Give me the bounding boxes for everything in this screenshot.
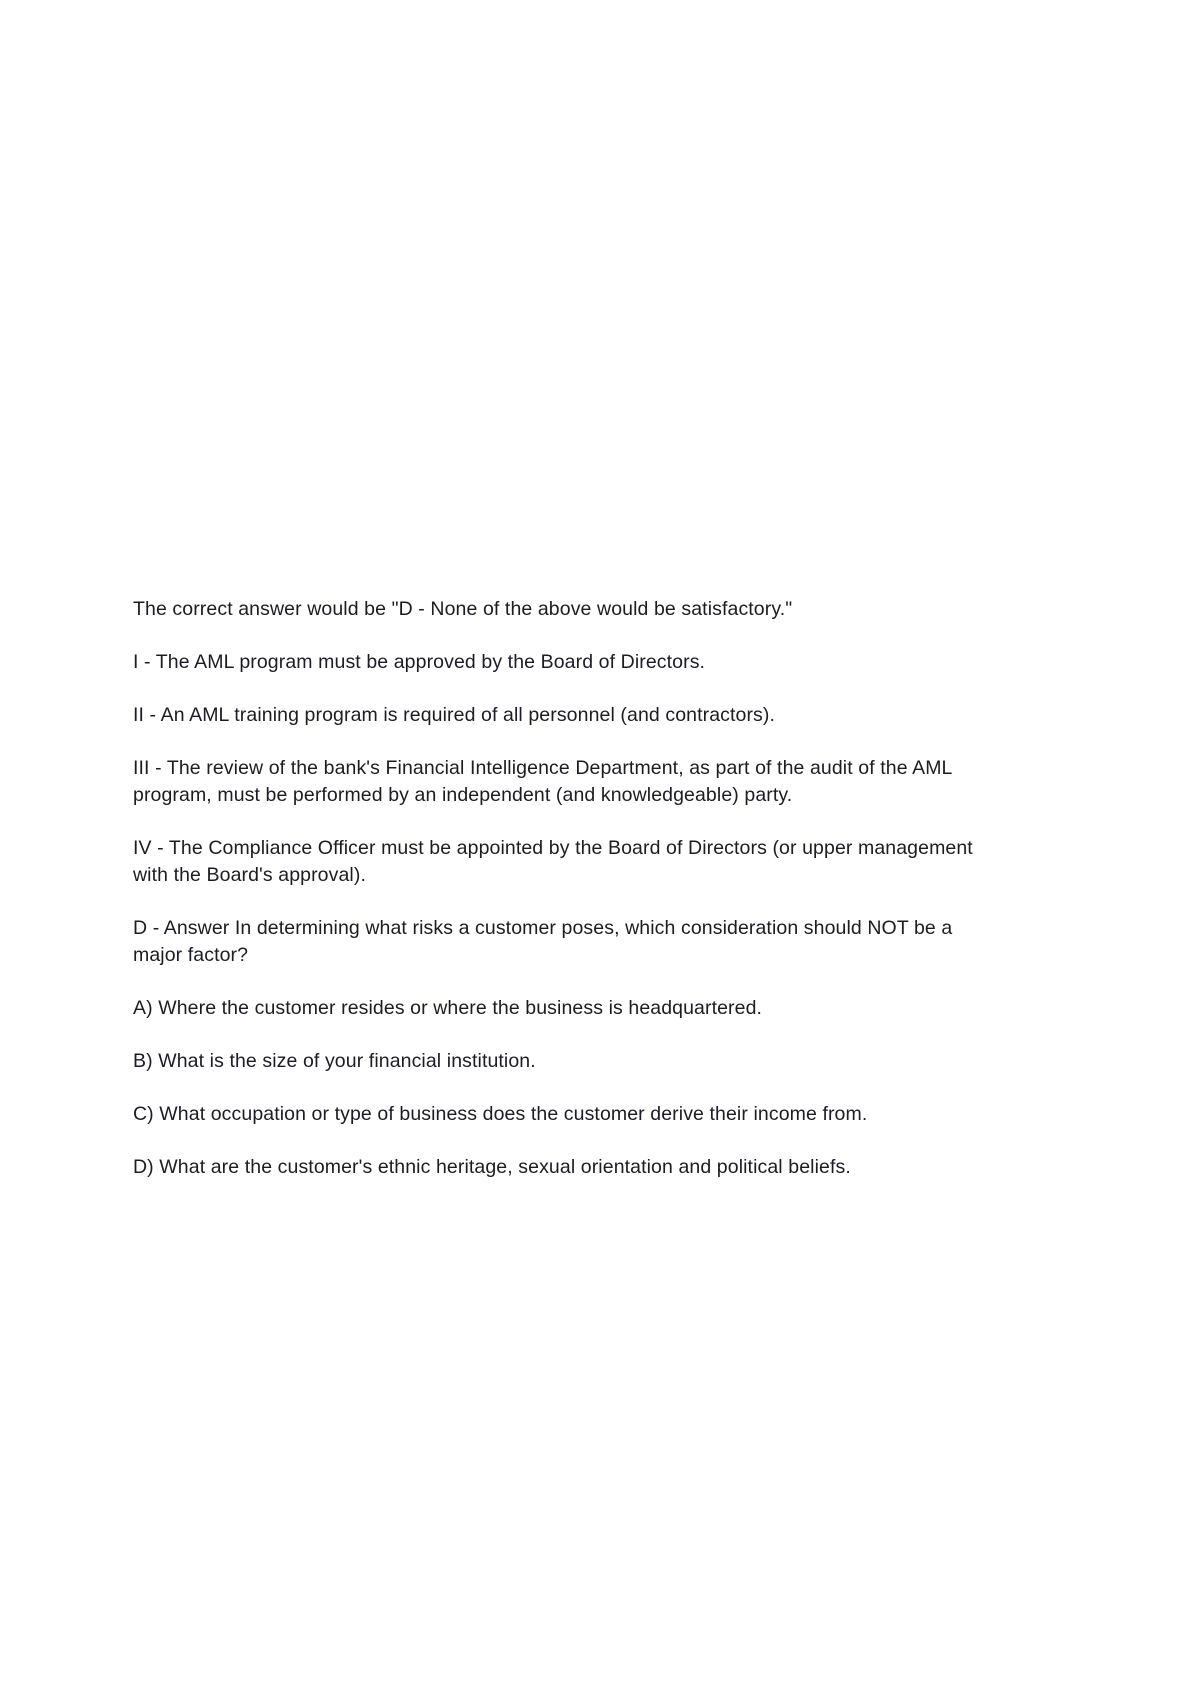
paragraph-option-c: C) What occupation or type of business does the customer derive their income from. (133, 1103, 868, 1125)
document-body (133, 596, 978, 1181)
paragraph-point-i: I - The AML program must be approved by the Board of Directors. (133, 651, 706, 673)
paragraph-option-d: D) What are the customer's ethnic heritage, sexual orientation and political beliefs. (133, 1156, 851, 1178)
paragraph-point-iii: III - The review of the bank's Financial Intelligence Department, as part of the audit of the AML program, must be performed by an independent (and knowledgeable) party. (133, 757, 952, 806)
paragraph-correct-answer: The correct answer would be "D - None of the above would be satisfactory." (133, 598, 793, 620)
paragraph-point-iv: IV - The Compliance Officer must be appointed by the Board of Directors (or upper management with the Board's approval). (133, 837, 973, 886)
paragraph-option-b: B) What is the size of your financial institution. (133, 1050, 536, 1072)
paragraph-option-a: A) Where the customer resides or where the business is headquartered. (133, 997, 763, 1019)
paragraph-point-ii: II - An AML training program is required of all personnel (and contractors). (133, 704, 776, 726)
paragraph-question: D - Answer In determining what risks a customer poses, which consideration should NOT be a major factor? (133, 917, 953, 966)
